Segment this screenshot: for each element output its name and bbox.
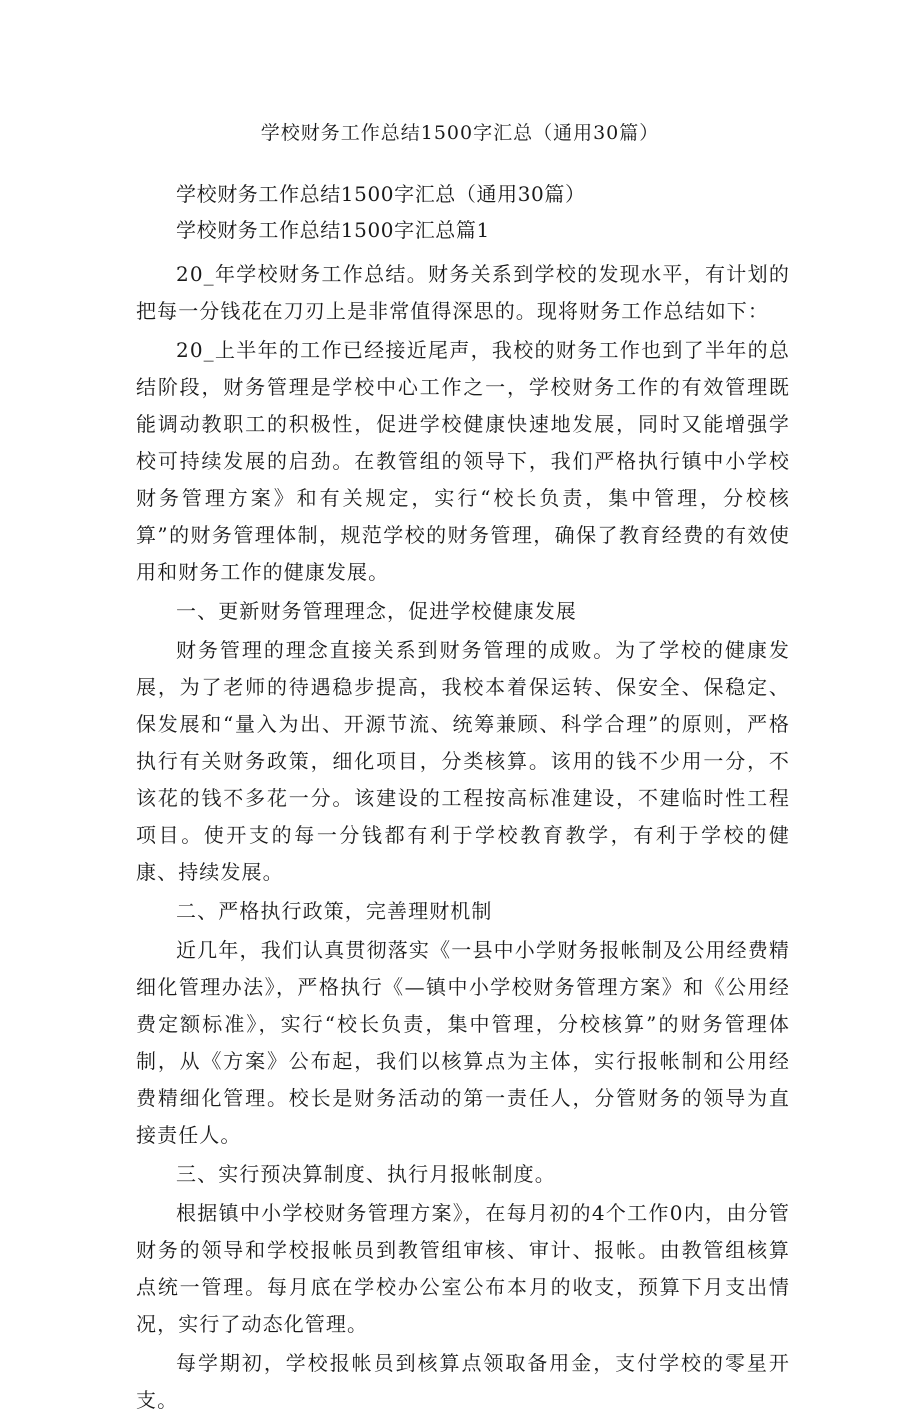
section-heading-2: 二、严格执行政策，完善理财机制 bbox=[176, 899, 493, 923]
overview-paragraph: 20_上半年的工作已经接近尾声，我校的财务工作也到了半年的总结阶段，财务管理是学校中心工作之一，学校财务工作的有效管理既能调动教职工的积极性，促进学校健康快速地发展，同时又能增强学校可持续发展的启劲。在教管组的领导下，我们严格执行镇中小学校财务管理方案》和有关规定，实行“校长负责，集中管理，分校核算”的财务管理体制，规范学校的财务管理，确保了教育经费的有效使用和财务工作的健康发展。 bbox=[136, 338, 790, 584]
document-body bbox=[136, 178, 790, 1421]
paragraph-4: 每学期初，学校报帐员到核算点领取备用金，支付学校的零星开支。 bbox=[136, 1351, 790, 1412]
section-title: 学校财务工作总结1500字汇总篇1 bbox=[176, 218, 490, 242]
paragraph-2: 近几年，我们认真贯彻落实《一县中小学财务报帐制及公用经费精细化管理办法》，严格执行《—镇中小学校财务管理方案》和《公用经费定额标准》，实行“校长负责，集中管理，分校核算”的财务管理体制，从《方案》公布起，我们以核算点为主体，实行报帐制和公用经费精细化管理。校长是财务活动的第一责任人，分管财务的领导为直接责任人。 bbox=[136, 938, 790, 1147]
paragraph-1: 财务管理的理念直接关系到财务管理的成败。为了学校的健康发展，为了老师的待遇稳步提高，我校本着保运转、保安全、保稳定、保发展和“量入为出、开源节流、统筹兼顾、科学合理”的原则，严格执行有关财务政策，细化项目，分类核算。该用的钱不少用一分，不该花的钱不多花一分。该建设的工程按高标准建设，不建临时性工程项目。使开支的每一分钱都有利于学校教育教学，有利于学校的健康、持续发展。 bbox=[136, 638, 790, 884]
section-heading-1: 一、更新财务管理理念，促进学校健康发展 bbox=[176, 599, 577, 623]
document-title: 学校财务工作总结1500字汇总（通用30篇） bbox=[260, 122, 660, 144]
section-heading-3: 三、实行预决算制度、执行月报帐制度。 bbox=[176, 1162, 556, 1186]
paragraph-3: 根据镇中小学校财务管理方案》，在每月初的4个工作0内，由分管财务的领导和学校报帐员到教管组审核、审计、报帐。由教管组核算点统一管理。每月底在学校办公室公布本月的收支，预算下月支出情况，实行了动态化管理。 bbox=[136, 1201, 790, 1336]
intro-paragraph: 20_年学校财务工作总结。财务关系到学校的发现水平，有计划的把每一分钱花在刀刃上是非常值得深思的。现将财务工作总结如下： bbox=[136, 262, 790, 323]
document-subtitle: 学校财务工作总结1500字汇总（通用30篇） bbox=[176, 182, 586, 206]
